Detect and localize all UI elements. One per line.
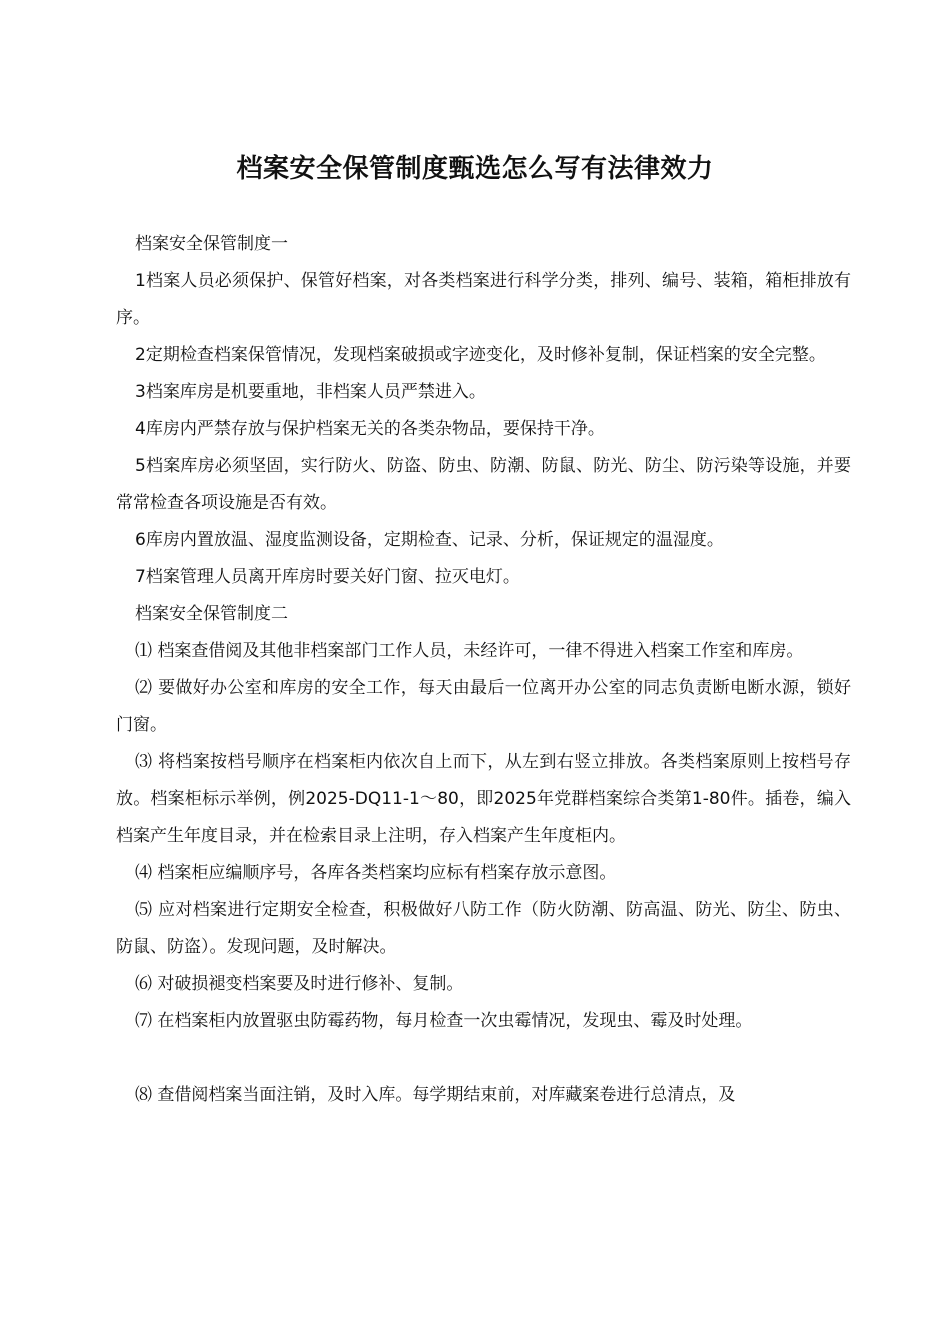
paragraph: 7档案管理人员离开库房时要关好门窗、拉灭电灯。 bbox=[135, 567, 520, 587]
paragraph: 2定期检查档案保管情况，发现档案破损或字迹变化，及时修补复制，保证档案的安全完整。 bbox=[135, 345, 826, 365]
paragraph: ⑴ 档案查借阅及其他非档案部门工作人员，未经许可，一律不得进入档案工作室和库房。 bbox=[135, 641, 804, 661]
section-heading: 档案安全保管制度一 bbox=[135, 234, 288, 254]
paragraph: 1档案人员必须保护、保管好档案，对各类档案进行科学分类，排列、编号、装箱，箱柜排放有序。 bbox=[116, 271, 851, 328]
paragraph: ⑸ 应对档案进行定期安全检查，积极做好八防工作（防火防潮、防高温、防光、防尘、防虫、防鼠、防盗）。发现问题，及时解决。 bbox=[116, 900, 851, 957]
paragraph: ⑹ 对破损褪变档案要及时进行修补、复制。 bbox=[135, 974, 464, 994]
paragraph: 3档案库房是机要重地，非档案人员严禁进入。 bbox=[135, 382, 486, 402]
paragraph: 6库房内置放温、湿度监测设备，定期检查、记录、分析，保证规定的温湿度。 bbox=[135, 530, 724, 550]
paragraph: ⑻ 查借阅档案当面注销，及时入库。每学期结束前，对库藏案卷进行总清点，及 bbox=[135, 1085, 736, 1105]
section-heading: 档案安全保管制度二 bbox=[135, 604, 288, 624]
paragraph: 5档案库房必须坚固，实行防火、防盗、防虫、防潮、防鼠、防光、防尘、防污染等设施，并要常常检查各项设施是否有效。 bbox=[116, 456, 851, 513]
paragraph: ⑷ 档案柜应编顺序号，各库各类档案均应标有档案存放示意图。 bbox=[135, 863, 617, 883]
paragraph: ⑶ 将档案按档号顺序在档案柜内依次自上而下，从左到右竖立排放。各类档案原则上按档号存放。档案柜标示举例，例2025-DQ11-1～80，即2025年党群档案综合类第1-80件。插卷，编入档案产生年度目录，并在检索目录上注明，存入档案产生年度柜内。 bbox=[116, 752, 851, 846]
paragraph: ⑺ 在档案柜内放置驱虫防霉药物，每月检查一次虫霉情况，发现虫、霉及时处理。 bbox=[135, 1011, 753, 1031]
paragraph: 4库房内严禁存放与保护档案无关的各类杂物品，要保持干净。 bbox=[135, 419, 605, 439]
document-title: 档案安全保管制度甄选怎么写有法律效力 bbox=[236, 154, 714, 185]
paragraph: ⑵ 要做好办公室和库房的安全工作，每天由最后一位离开办公室的同志负责断电断水源，锁好门窗。 bbox=[116, 678, 851, 735]
document-body bbox=[116, 226, 851, 1114]
